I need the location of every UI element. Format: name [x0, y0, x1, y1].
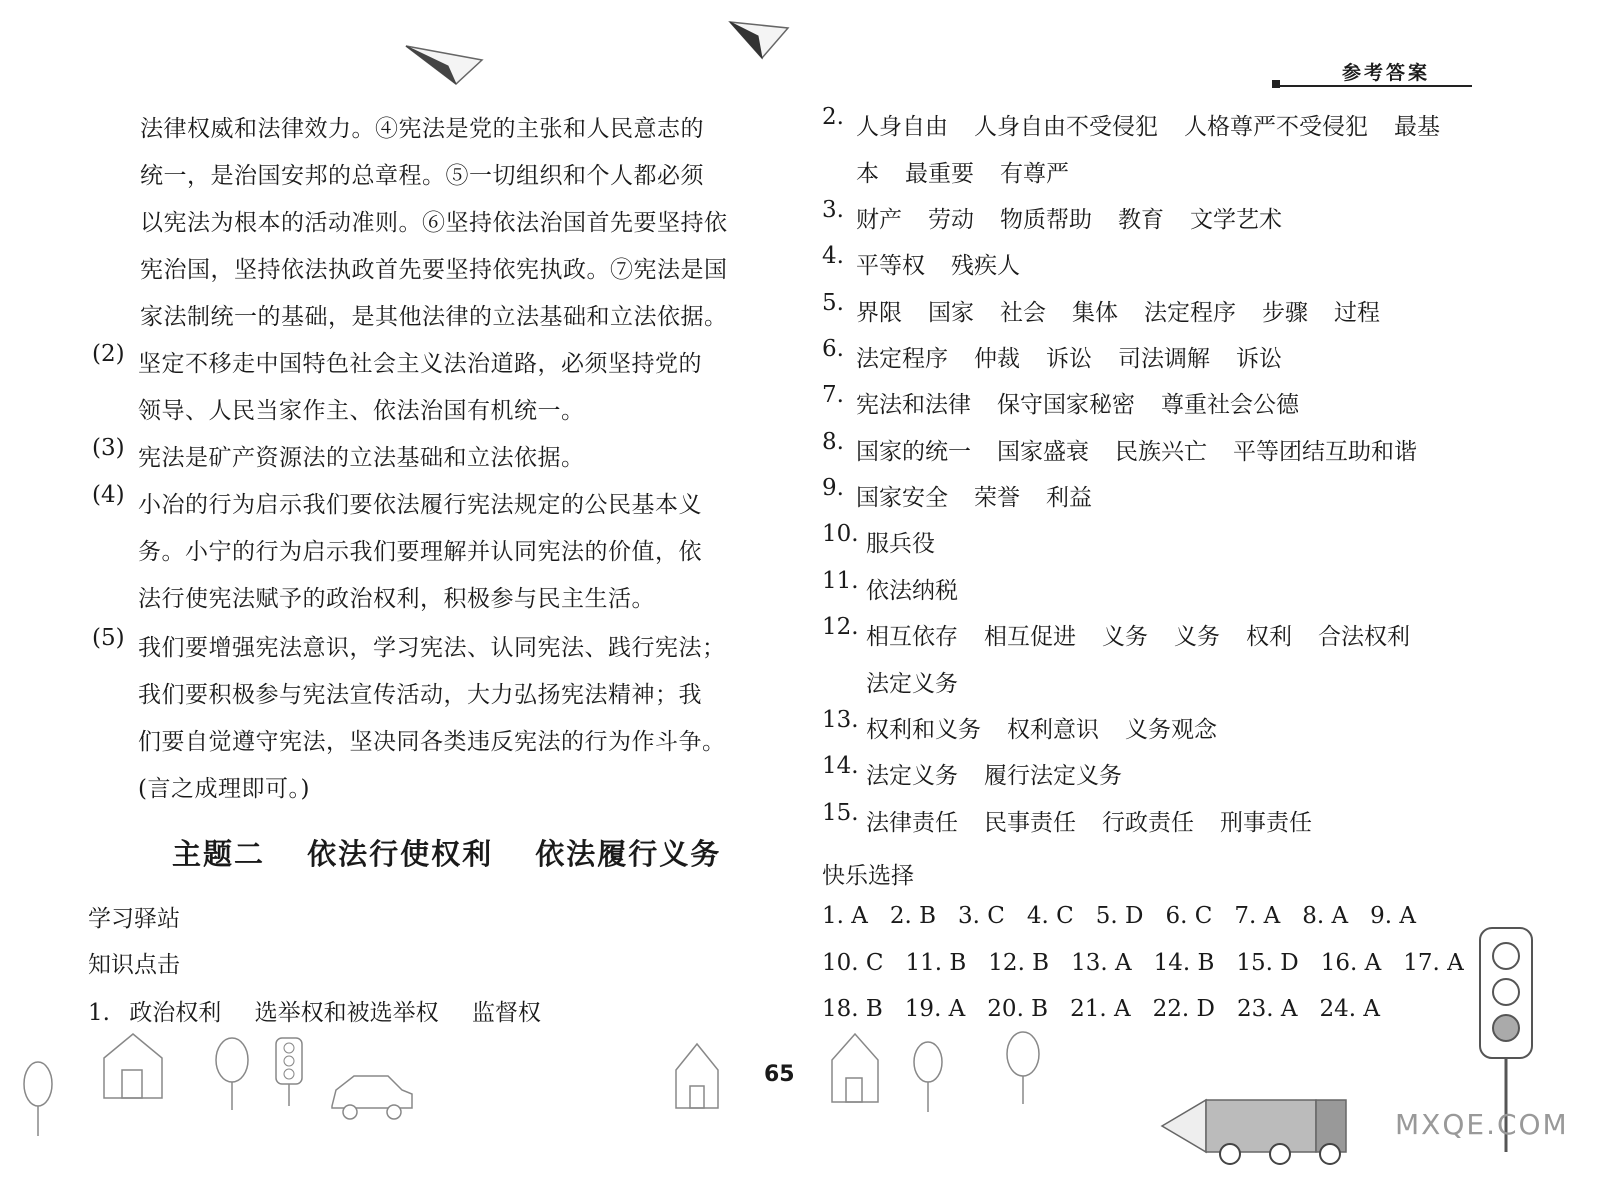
traffic-light-icon: [272, 1036, 306, 1108]
text-line: 宪法是矿产资源法的立法基础和立法依据。: [138, 445, 585, 471]
answer-term: 诉讼: [1236, 346, 1282, 372]
choice-answer: 1. A: [822, 903, 868, 929]
text-line: (言之成理即可。): [138, 776, 310, 802]
answer-term: 法定义务: [866, 763, 958, 789]
answer-term: 人身自由: [856, 114, 948, 140]
answer-term: 监督权: [471, 1000, 541, 1026]
house-icon: [98, 1030, 168, 1100]
text-line: 务。小宁的行为启示我们要理解并认同宪法的价值，依: [138, 539, 702, 565]
item-number: 12.: [822, 614, 859, 640]
answer-term: 人身自由不受侵犯: [974, 114, 1158, 140]
car-icon: [326, 1068, 416, 1122]
answer-term: 义务: [1102, 624, 1148, 650]
section-title-part: 依法履行义务: [535, 837, 722, 871]
text-line: 坚定不移走中国特色社会主义法治道路，必须坚持党的: [138, 351, 702, 377]
choice-answer: 19. A: [904, 996, 966, 1022]
section-title-part: 依法行使权利: [307, 837, 494, 871]
text-line: 家法制统一的基础，是其他法律的立法基础和立法依据。: [140, 304, 728, 330]
text-line: [866, 800, 1338, 847]
item-number: (5): [92, 625, 125, 651]
tree-icon: [210, 1036, 254, 1112]
item-number: 10.: [822, 521, 859, 547]
text-line: [856, 382, 1325, 429]
answer-term: 权利意识: [1007, 717, 1099, 743]
item-number: 2.: [822, 104, 844, 130]
answer-term: 法定义务: [866, 671, 958, 697]
answer-term: 保守国家秘密: [997, 392, 1135, 418]
choice-answer: 21. A: [1070, 996, 1131, 1022]
text-line: [866, 753, 1148, 800]
choice-answer: 15. D: [1236, 950, 1299, 976]
answer-term: 荣誉: [974, 485, 1020, 511]
section-title: [172, 832, 751, 873]
answer-term: 残疾人: [951, 253, 1020, 279]
text-line: 法律权威和法律效力。④宪法是党的主张和人民意志的: [140, 116, 704, 142]
answer-term: 宪法和法律: [856, 392, 971, 418]
item-number: (4): [92, 482, 125, 508]
answer-term: 教育: [1118, 207, 1164, 233]
choice-answer: 7. A: [1234, 903, 1281, 929]
choice-answer: 11. B: [905, 950, 967, 976]
house-icon: [672, 1040, 722, 1110]
page-header: 参考答案: [1341, 62, 1430, 84]
answer-term: 民族兴亡: [1115, 439, 1207, 465]
text-line: 们要自觉遵守宪法，坚决同各类违反宪法的行为作斗争。: [138, 729, 726, 755]
answer-term: 平等权: [856, 253, 925, 279]
choice-answer: 16. A: [1320, 950, 1382, 976]
text-line: 小冶的行为启示我们要依法履行宪法规定的公民基本义: [138, 492, 702, 518]
answer-term: 尊重社会公德: [1161, 392, 1299, 418]
choice-answer: 20. B: [987, 996, 1049, 1022]
answer-term: 平等团结互助和谐: [1233, 439, 1417, 465]
answer-term: 法律责任: [866, 810, 958, 836]
answer-term: 服兵役: [866, 531, 935, 557]
answer-term: 利益: [1046, 485, 1092, 511]
choice-answer: 24. A: [1319, 996, 1380, 1022]
answer-term: 社会: [1000, 300, 1046, 326]
choice-answer: 9. A: [1370, 903, 1416, 929]
subheading-knowledge-click: 知识点击: [88, 952, 180, 978]
item-number: (3): [92, 435, 125, 461]
answer-term: 最基: [1394, 114, 1440, 140]
item-number: 7.: [822, 382, 844, 408]
house-icon: [828, 1030, 882, 1104]
choice-answer: 23. A: [1236, 996, 1298, 1022]
answer-term: 文学艺术: [1190, 207, 1282, 233]
choice-answer: 3. C: [958, 903, 1005, 929]
answer-term: 法定程序: [1144, 300, 1236, 326]
choice-answer: 8. A: [1302, 903, 1349, 929]
text-line: [856, 336, 1308, 383]
text-line: [866, 661, 1436, 708]
answer-term: 行政责任: [1102, 810, 1194, 836]
answer-term: 法定程序: [856, 346, 948, 372]
answer-term: 物质帮助: [1000, 207, 1092, 233]
answer-term: 刑事责任: [1220, 810, 1312, 836]
item-number: 8.: [822, 429, 844, 455]
item-number: 15.: [822, 800, 859, 826]
text-line: [866, 707, 1243, 754]
text-line: [856, 475, 1118, 522]
answer-term: 本: [856, 161, 879, 187]
choice-answer: 12. B: [988, 950, 1050, 976]
answer-term: 司法调解: [1118, 346, 1210, 372]
text-line: [866, 614, 1436, 661]
text-line: 法行使宪法赋予的政治权利，积极参与民主生活。: [138, 586, 655, 612]
section-title-part: 主题二: [172, 837, 266, 871]
text-line: 我们要积极参与宪法宣传活动，大力弘扬宪法精神；我: [138, 682, 702, 708]
answer-term: 义务: [1174, 624, 1220, 650]
answer-term: 义务观念: [1125, 717, 1217, 743]
choice-answer: 6. C: [1165, 903, 1213, 929]
text-line: [856, 104, 1466, 151]
answer-term: 选举权和被选举权: [254, 1000, 439, 1026]
answer-term: 国家: [928, 300, 974, 326]
choice-answer: 2. B: [889, 903, 937, 929]
answer-term: 诉讼: [1046, 346, 1092, 372]
answer-term: 劳动: [928, 207, 974, 233]
choice-answer: 5. D: [1095, 903, 1144, 929]
header-rule: [1276, 85, 1472, 87]
choice-heading: 快乐选择: [822, 863, 914, 889]
item-number: 14.: [822, 753, 859, 779]
choice-answer: 14. B: [1153, 950, 1215, 976]
answer-term: 步骤: [1262, 300, 1308, 326]
text-line: 宪治国，坚持依法执政首先要坚持依宪执政。⑦宪法是国: [140, 257, 728, 283]
text-line: [856, 429, 1443, 476]
answer-term: 人格尊严不受侵犯: [1184, 114, 1368, 140]
choice-answer: 13. A: [1071, 950, 1132, 976]
choice-answer: 4. C: [1026, 903, 1074, 929]
item-number: 13.: [822, 707, 859, 733]
text-line: 统一，是治国安邦的总章程。⑤一切组织和个人都必须: [140, 163, 704, 189]
page-number: 65: [764, 1062, 795, 1087]
item-number: 1.: [88, 1000, 110, 1026]
answer-term: 权利和义务: [866, 717, 981, 743]
watermark: MXQE.COM: [1395, 1108, 1569, 1141]
choice-answer: 18. B: [822, 996, 883, 1022]
answer-term: 界限: [856, 300, 902, 326]
choice-answer-row: [822, 950, 1486, 976]
text-line: 领导、人民当家作主、依法治国有机统一。: [138, 398, 585, 424]
answer-term: 履行法定义务: [984, 763, 1122, 789]
answer-term: 合法权利: [1318, 624, 1410, 650]
text-line: [856, 243, 1046, 290]
item-number: 11.: [822, 568, 859, 594]
answer-term: 集体: [1072, 300, 1118, 326]
item-number: 9.: [822, 475, 844, 501]
answer-term: 仲裁: [974, 346, 1020, 372]
pencil-icon: [1160, 1086, 1400, 1166]
item-number: 5.: [822, 290, 844, 316]
answer-term: 国家的统一: [856, 439, 971, 465]
answer-term: 国家盛衰: [997, 439, 1089, 465]
answer-term: 权利: [1246, 624, 1292, 650]
answer-term: 财产: [856, 207, 902, 233]
answer-term: 相互促进: [984, 624, 1076, 650]
item-number: 6.: [822, 336, 844, 362]
subheading-study-station: 学习驿站: [88, 906, 180, 932]
choice-answer-row: [822, 996, 1402, 1022]
choice-answer-row: [822, 903, 1438, 929]
answer-term: 过程: [1334, 300, 1380, 326]
tree-icon: [908, 1040, 948, 1114]
item-number: (2): [92, 341, 125, 367]
tree-icon: [1000, 1030, 1046, 1106]
item-number: 3.: [822, 197, 844, 223]
choice-answer: 22. D: [1152, 996, 1215, 1022]
answer-term: 国家安全: [856, 485, 948, 511]
text-line: [866, 521, 961, 568]
answer-term: 最重要: [905, 161, 974, 187]
answer-term: 民事责任: [984, 810, 1076, 836]
item-number: 4.: [822, 243, 844, 269]
choice-answer: 10. C: [822, 950, 884, 976]
text-line: [856, 290, 1406, 337]
text-line: 我们要增强宪法意识，学习宪法、认同宪法、践行宪法；: [138, 635, 726, 661]
answer-term: 政治权利: [129, 1000, 222, 1026]
tree-icon: [18, 1058, 58, 1138]
text-line: [856, 197, 1308, 244]
text-line: [856, 151, 1466, 198]
answer-item-1: [88, 994, 541, 1027]
continued-answer: [140, 106, 760, 341]
choice-answer: 17. A: [1403, 950, 1464, 976]
text-line: 以宪法为根本的活动准则。⑥坚持依法治国首先要坚持依: [140, 210, 728, 236]
answer-term: 有尊严: [1000, 161, 1069, 187]
answer-term: 依法纳税: [866, 578, 958, 604]
answer-term: 相互依存: [866, 624, 958, 650]
text-line: [866, 568, 984, 615]
